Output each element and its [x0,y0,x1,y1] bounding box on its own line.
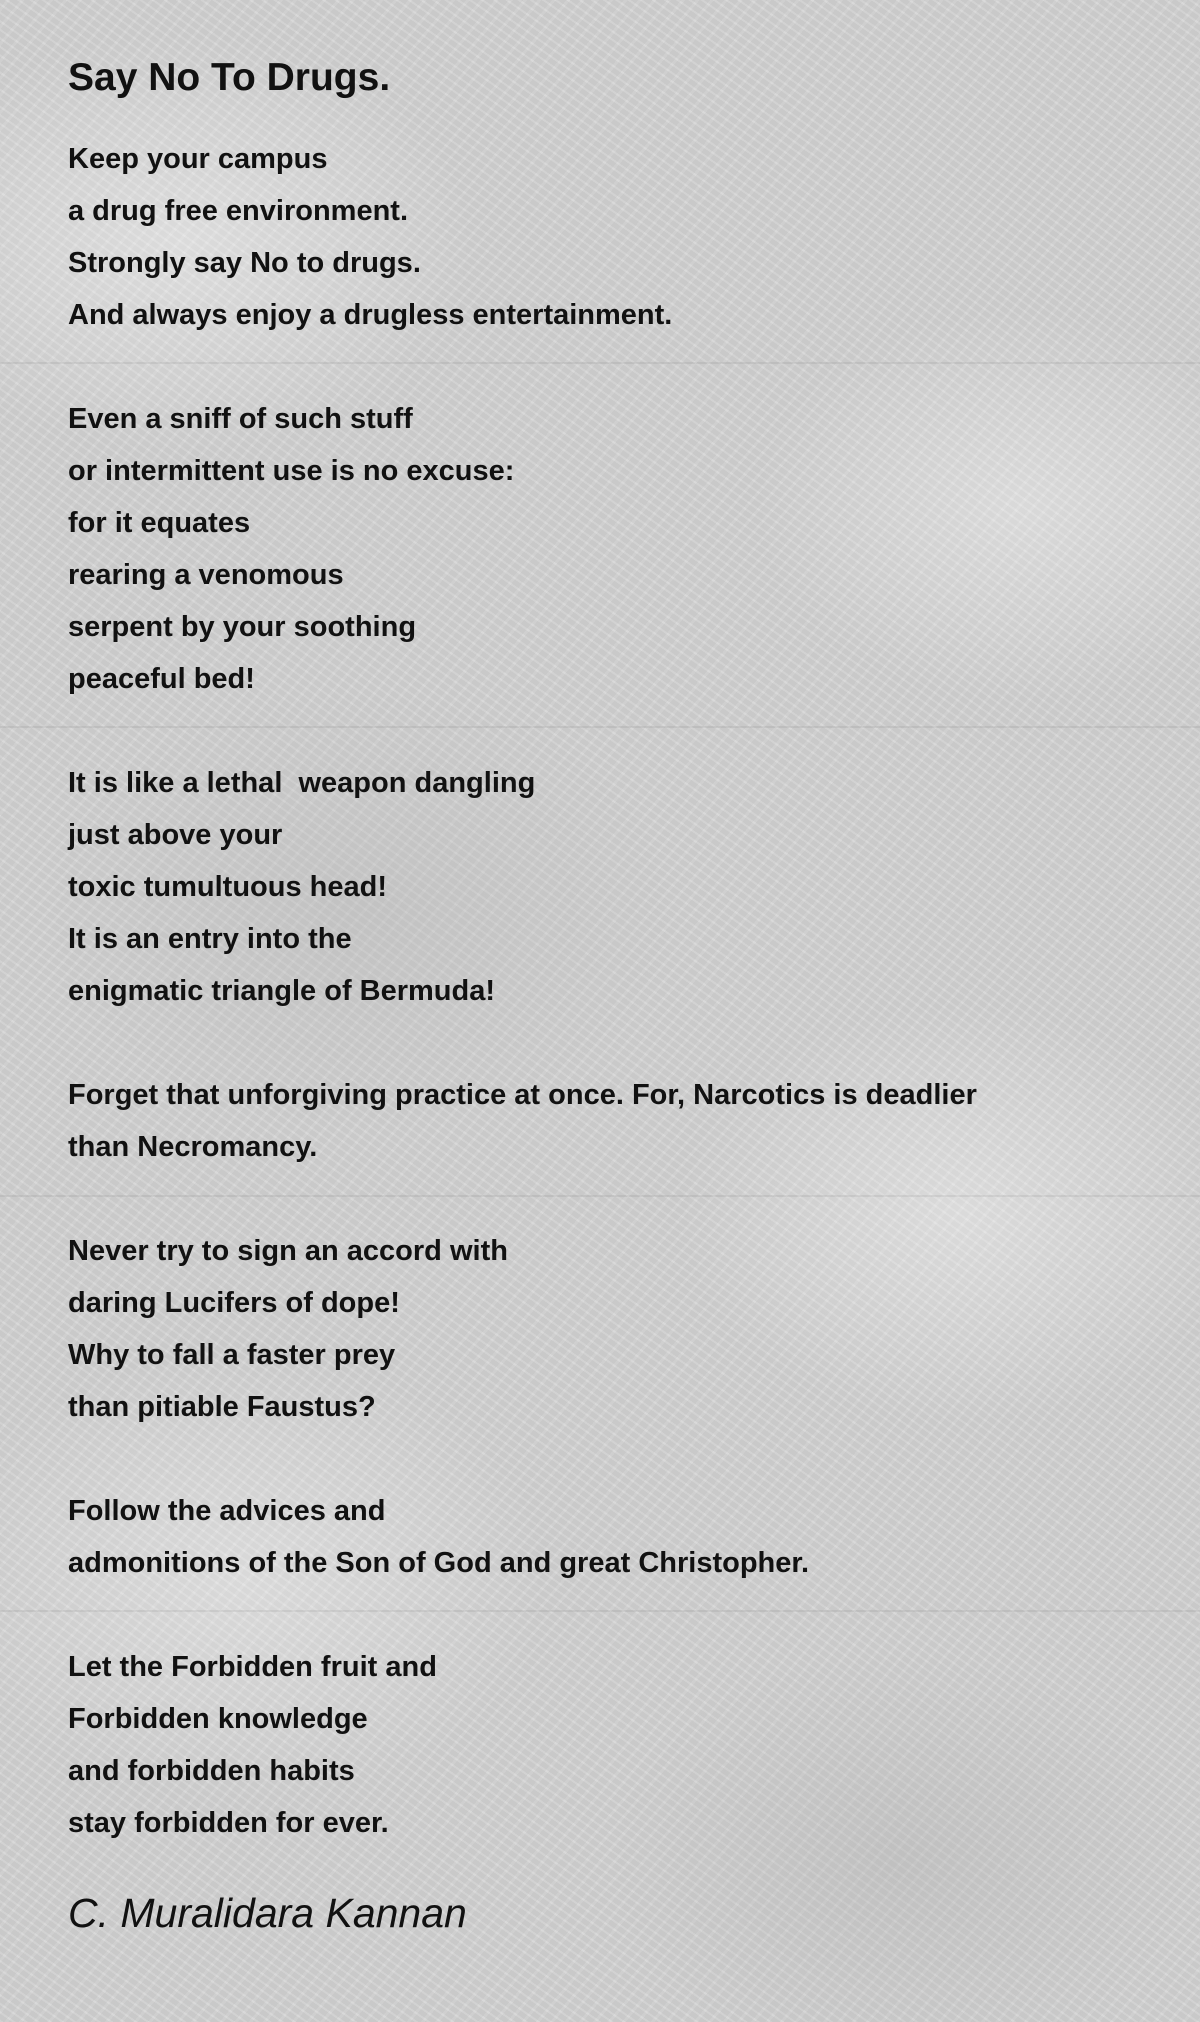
poem-line: And always enjoy a drugless entertainment. [68,299,673,331]
poem-line: admonitions of the Son of God and great Christopher. [68,1547,810,1579]
poem-line: Let the Forbidden fruit and [68,1651,437,1683]
poem-line: than pitiable Faustus? [68,1391,376,1423]
poem-line: rearing a venomous [68,559,344,591]
poem-line: for it equates [68,507,251,539]
stanza [68,1485,1148,1589]
poem-line: or intermittent use is no excuse: [68,455,515,487]
poem-line: toxic tumultuous head! [68,871,387,903]
poem-line: enigmatic triangle of Bermuda! [68,975,496,1007]
poem-author: C. Muralidara Kannan [68,1890,467,1936]
poem-line: Even a sniff of such stuff [68,403,413,435]
stanza [68,757,1148,1017]
stanza [68,1641,1148,1849]
poem-line: a drug free environment. [68,195,409,227]
poem-line: Follow the advices and [68,1495,386,1527]
poem-container [68,48,1148,1943]
poem-line: Never try to sign an accord with [68,1235,508,1267]
poem-line: and forbidden habits [68,1755,355,1787]
poem-line: Why to fall a faster prey [68,1339,396,1371]
poem-line: It is like a lethal weapon dangling [68,767,536,799]
poem-line: just above your [68,819,283,851]
stanza [68,133,1148,341]
poem-line: serpent by your soothing [68,611,417,643]
poem-line: stay forbidden for ever. [68,1807,389,1839]
poem-line: Forget that unforgiving practice at once. For, Narcotics is deadlier [68,1079,977,1111]
stanza [68,1069,1148,1173]
poem-line: daring Lucifers of dope! [68,1287,400,1319]
poem-line: Strongly say No to drugs. [68,247,421,279]
poem-line: than Necromancy. [68,1131,318,1163]
poem-line: Keep your campus [68,143,328,175]
poem-title: Say No To Drugs. [68,56,391,99]
poem-body [68,133,1148,1849]
poem-line: peaceful bed! [68,663,255,695]
stanza [68,1225,1148,1433]
poem-line: Forbidden knowledge [68,1703,368,1735]
stanza [68,393,1148,705]
poem-line: It is an entry into the [68,923,352,955]
